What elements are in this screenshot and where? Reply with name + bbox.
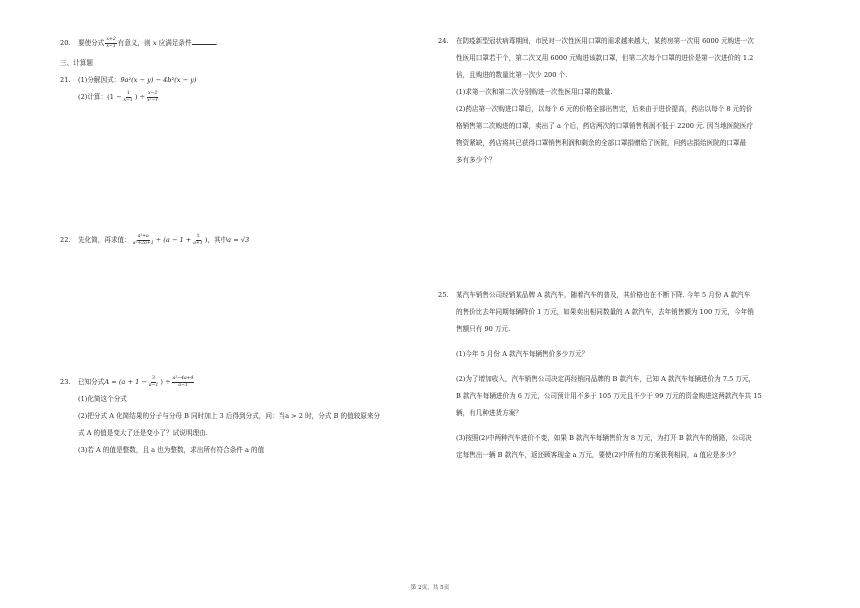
- question-24: 24. 在防疫新型冠状病毒期间，市民对一次性医用口罩的需求越来越大，某药房第一次用 6000 元购进一次 性医用口罩若干个，第二次又用 6000 元购进该款口罩，但第二次每个口罩的进价是第一次进价的 1.2 倍，且购进的数量比第一次少 200 个. (1)求第一次和第二次分别购进一次性医用口罩的数量. (2)药店第一次购进口罩后，以每个 6 元的价格全部出售完，后来由于进价提高，药店以每个 8 元的价 格销售第二次购进的口罩，卖出了 a 个后，药店两次的口罩销售利润不低于 2200 元. 因当地医院医疗 物资紧缺，药店将其已获得口罩销售利润和剩余的全部口罩捐赠给了医院，问药店捐给医院的口罩最 多有多少个？: [438, 33, 792, 169]
- fraction: $\frac{3}{a-1}$: [148, 376, 159, 388]
- question-number: 23.: [60, 378, 71, 386]
- section-heading: 三、计算题: [60, 59, 93, 67]
- question-25: 25. 某汽车销售公司经销某品牌 A 款汽车，随着汽车的普及，其价格也在不断下降. 今年 5 月份 A 款汽车 的售价比去年同期每辆降价 1 万元，如果卖出相同数量的 A 款汽车，去年销售额为 100 万元，今年销 售额只有 90 万元. (1)今年 5 月份 A 款汽车每辆售价多少万元？ (2)为了增加收入，汽车销售公司决定再经销同品牌的 B 款汽车，已知 A 款汽车每辆进价为 7.5 万元， B 款汽车每辆进价为 6 万元，公司预计用不多于 105 万元且不少于 99 万元的资金购进这两款汽车共 15 辆，有几种进货方案？ (3)按照(2)中两种汽车进价不变，如果 B 款汽车每辆售价为 8 万元，为打开 B 款汽车的销路，公司决 定每售出一辆 B 款汽车，返还顾客现金 a 万元，要使(2)中所有的方案获利相同，a 值应是多少？: [438, 287, 792, 464]
- question-number: 25.: [438, 291, 449, 299]
- fraction: $\frac{1}{x-1}$: [123, 91, 133, 103]
- question-20: 20. 要使分式 $\frac{x+2}{x-1}$ 有意义，则 x 应满足条件 .: [60, 35, 390, 52]
- question-22: 22. 先化简，再求值： $\frac{\text{a²+a}}{\text{a²+2a+1}}$ ÷ (a − 1 + $\frac{1}{a+1}$ )，其中a = √3: [60, 232, 390, 249]
- question-number: 20.: [60, 39, 71, 47]
- fraction: $\frac{1}{a+1}$: [193, 234, 203, 246]
- fraction: $\frac{\text{a²+a}}{\text{a²+2a+1}}$: [132, 234, 154, 246]
- condition: a = √3: [227, 236, 250, 244]
- fraction: $\frac{x-2}{\text{x²−1}}$: [147, 91, 159, 103]
- question-number: 24.: [438, 37, 449, 45]
- question-23: 23. 已知分式A = (a + 1 − $\frac{3}{a-1}$ ) ÷ $\frac{\text{a²−4a+4}}{a-1}$ (1)化简这个分式 (2)把分式 A 化简结果的分子与分母 B 同时加上 3 后得到分式，问：当a > 2 时，分式 B 的值较原来分 式 A 的值是变大了还是变小了？试说明理由. (3)若 A 的值是整数，且 a 也为整数，求出所有符合条件 a 的值: [60, 374, 390, 459]
- answer-blank: [192, 37, 216, 45]
- page-footer: 第 2页，共 5页: [410, 585, 450, 591]
- fraction: $\frac{\text{a²−4a+4}}{a-1}$: [172, 376, 194, 388]
- math-expression: 9a²(x − y) − 4b²(x − y): [120, 76, 197, 84]
- question-number: 21.: [60, 76, 71, 84]
- question-21: 21. (1)分解因式：9a²(x − y) − 4b²(x − y) (2)计算：(1 − $\frac{1}{x-1}$ ) ÷ $\frac{x-2}{\text{x²−1}}$: [60, 72, 390, 106]
- question-number: 22.: [60, 236, 71, 244]
- fraction: $\frac{x+2}{x-1}$: [106, 37, 116, 49]
